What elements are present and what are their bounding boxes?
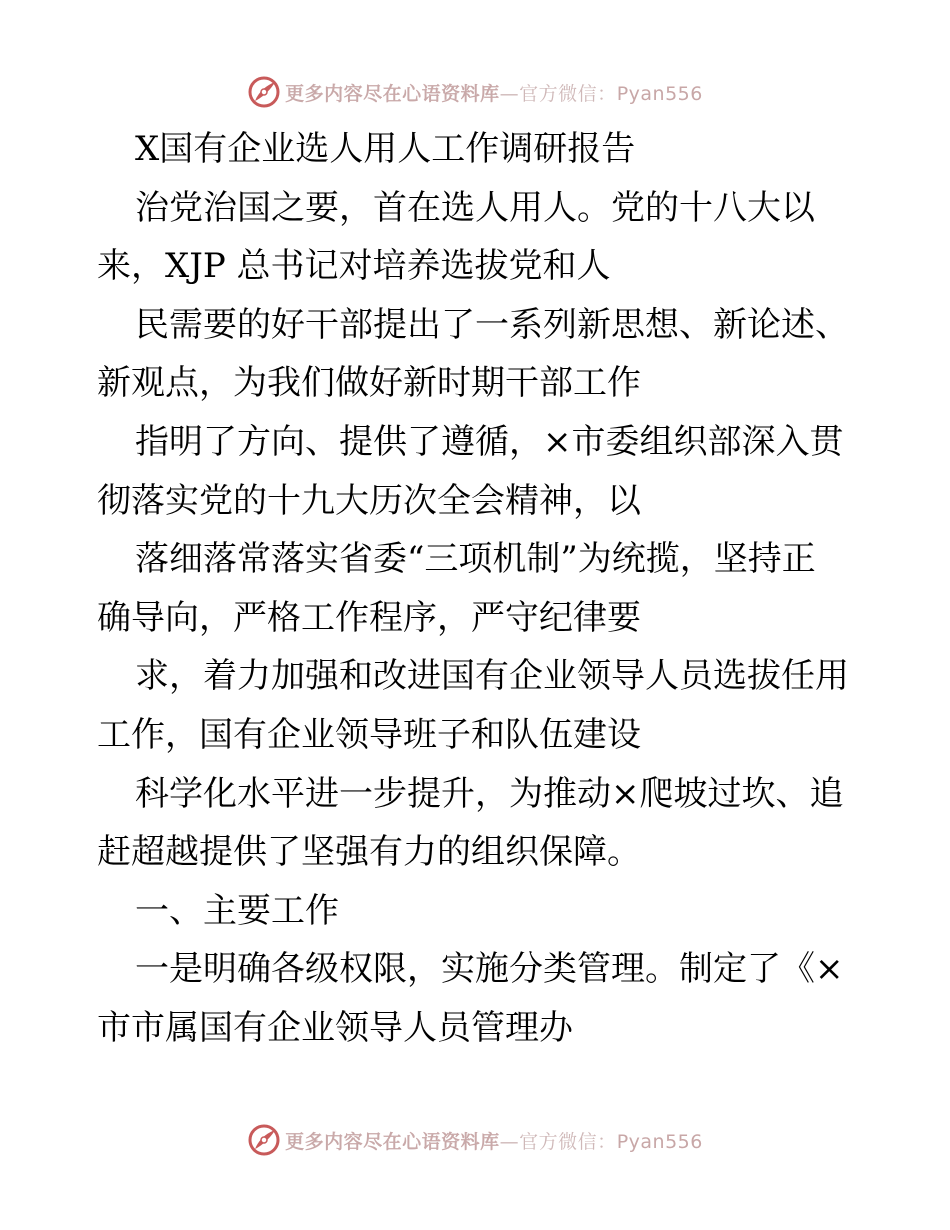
- watermark-wechat-id: Pyan556: [616, 82, 703, 105]
- paragraph-line: 工作，国有企业领导班子和队伍建设: [97, 714, 641, 755]
- paragraph-line: 治党治国之要，首在选人用人。党的十八大以: [135, 187, 815, 228]
- paragraph-line: 落细落常落实省委“三项机制”为统揽，坚持正: [135, 539, 816, 580]
- paragraph-line: 指明了方向、提供了遵循，×市委组织部深入贯: [135, 421, 844, 462]
- section-heading: 一、主要工作: [135, 890, 339, 931]
- paragraph-line: 新观点，为我们做好新时期干部工作: [97, 363, 641, 404]
- watermark-separator: —: [499, 82, 520, 105]
- paragraph-line: 科学化水平进一步提升，为推动×爬坡过坎、追: [135, 773, 844, 814]
- paragraph-line: 来，XJP 总书记对培养选拔党和人: [97, 246, 611, 287]
- paragraph-line: 赶超越提供了坚强有力的组织保障。: [97, 832, 641, 873]
- watermark-label: 官方微信：: [519, 1130, 617, 1153]
- watermark-text: [285, 1127, 703, 1154]
- document-body: [97, 120, 857, 1058]
- paragraph-line: 一是明确各级权限，实施分类管理。制定了《×: [135, 949, 844, 990]
- watermark-text: [285, 79, 703, 106]
- watermark-separator: —: [499, 1130, 520, 1153]
- paragraph-line: 民需要的好干部提出了一系列新思想、新论述、: [135, 304, 849, 345]
- footer-watermark: [0, 1120, 950, 1160]
- watermark-wechat-id: Pyan556: [616, 1130, 703, 1153]
- document-title: X国有企业选人用人工作调研报告: [135, 129, 636, 169]
- paragraph-line: 确导向，严格工作程序，严守纪律要: [97, 597, 641, 638]
- header-watermark: [0, 72, 950, 112]
- feather-logo-icon: [247, 1123, 281, 1157]
- paragraph-line: 求，着力加强和改进国有企业领导人员选拔任用: [135, 656, 849, 697]
- paragraph-line: 彻落实党的十九大历次全会精神，以: [97, 480, 641, 521]
- watermark-main: 更多内容尽在心语资料库: [285, 1130, 500, 1153]
- watermark-main: 更多内容尽在心语资料库: [285, 82, 500, 105]
- watermark-label: 官方微信：: [519, 82, 617, 105]
- paragraph-line: 市市属国有企业领导人员管理办: [97, 1007, 573, 1048]
- feather-logo-icon: [247, 75, 281, 109]
